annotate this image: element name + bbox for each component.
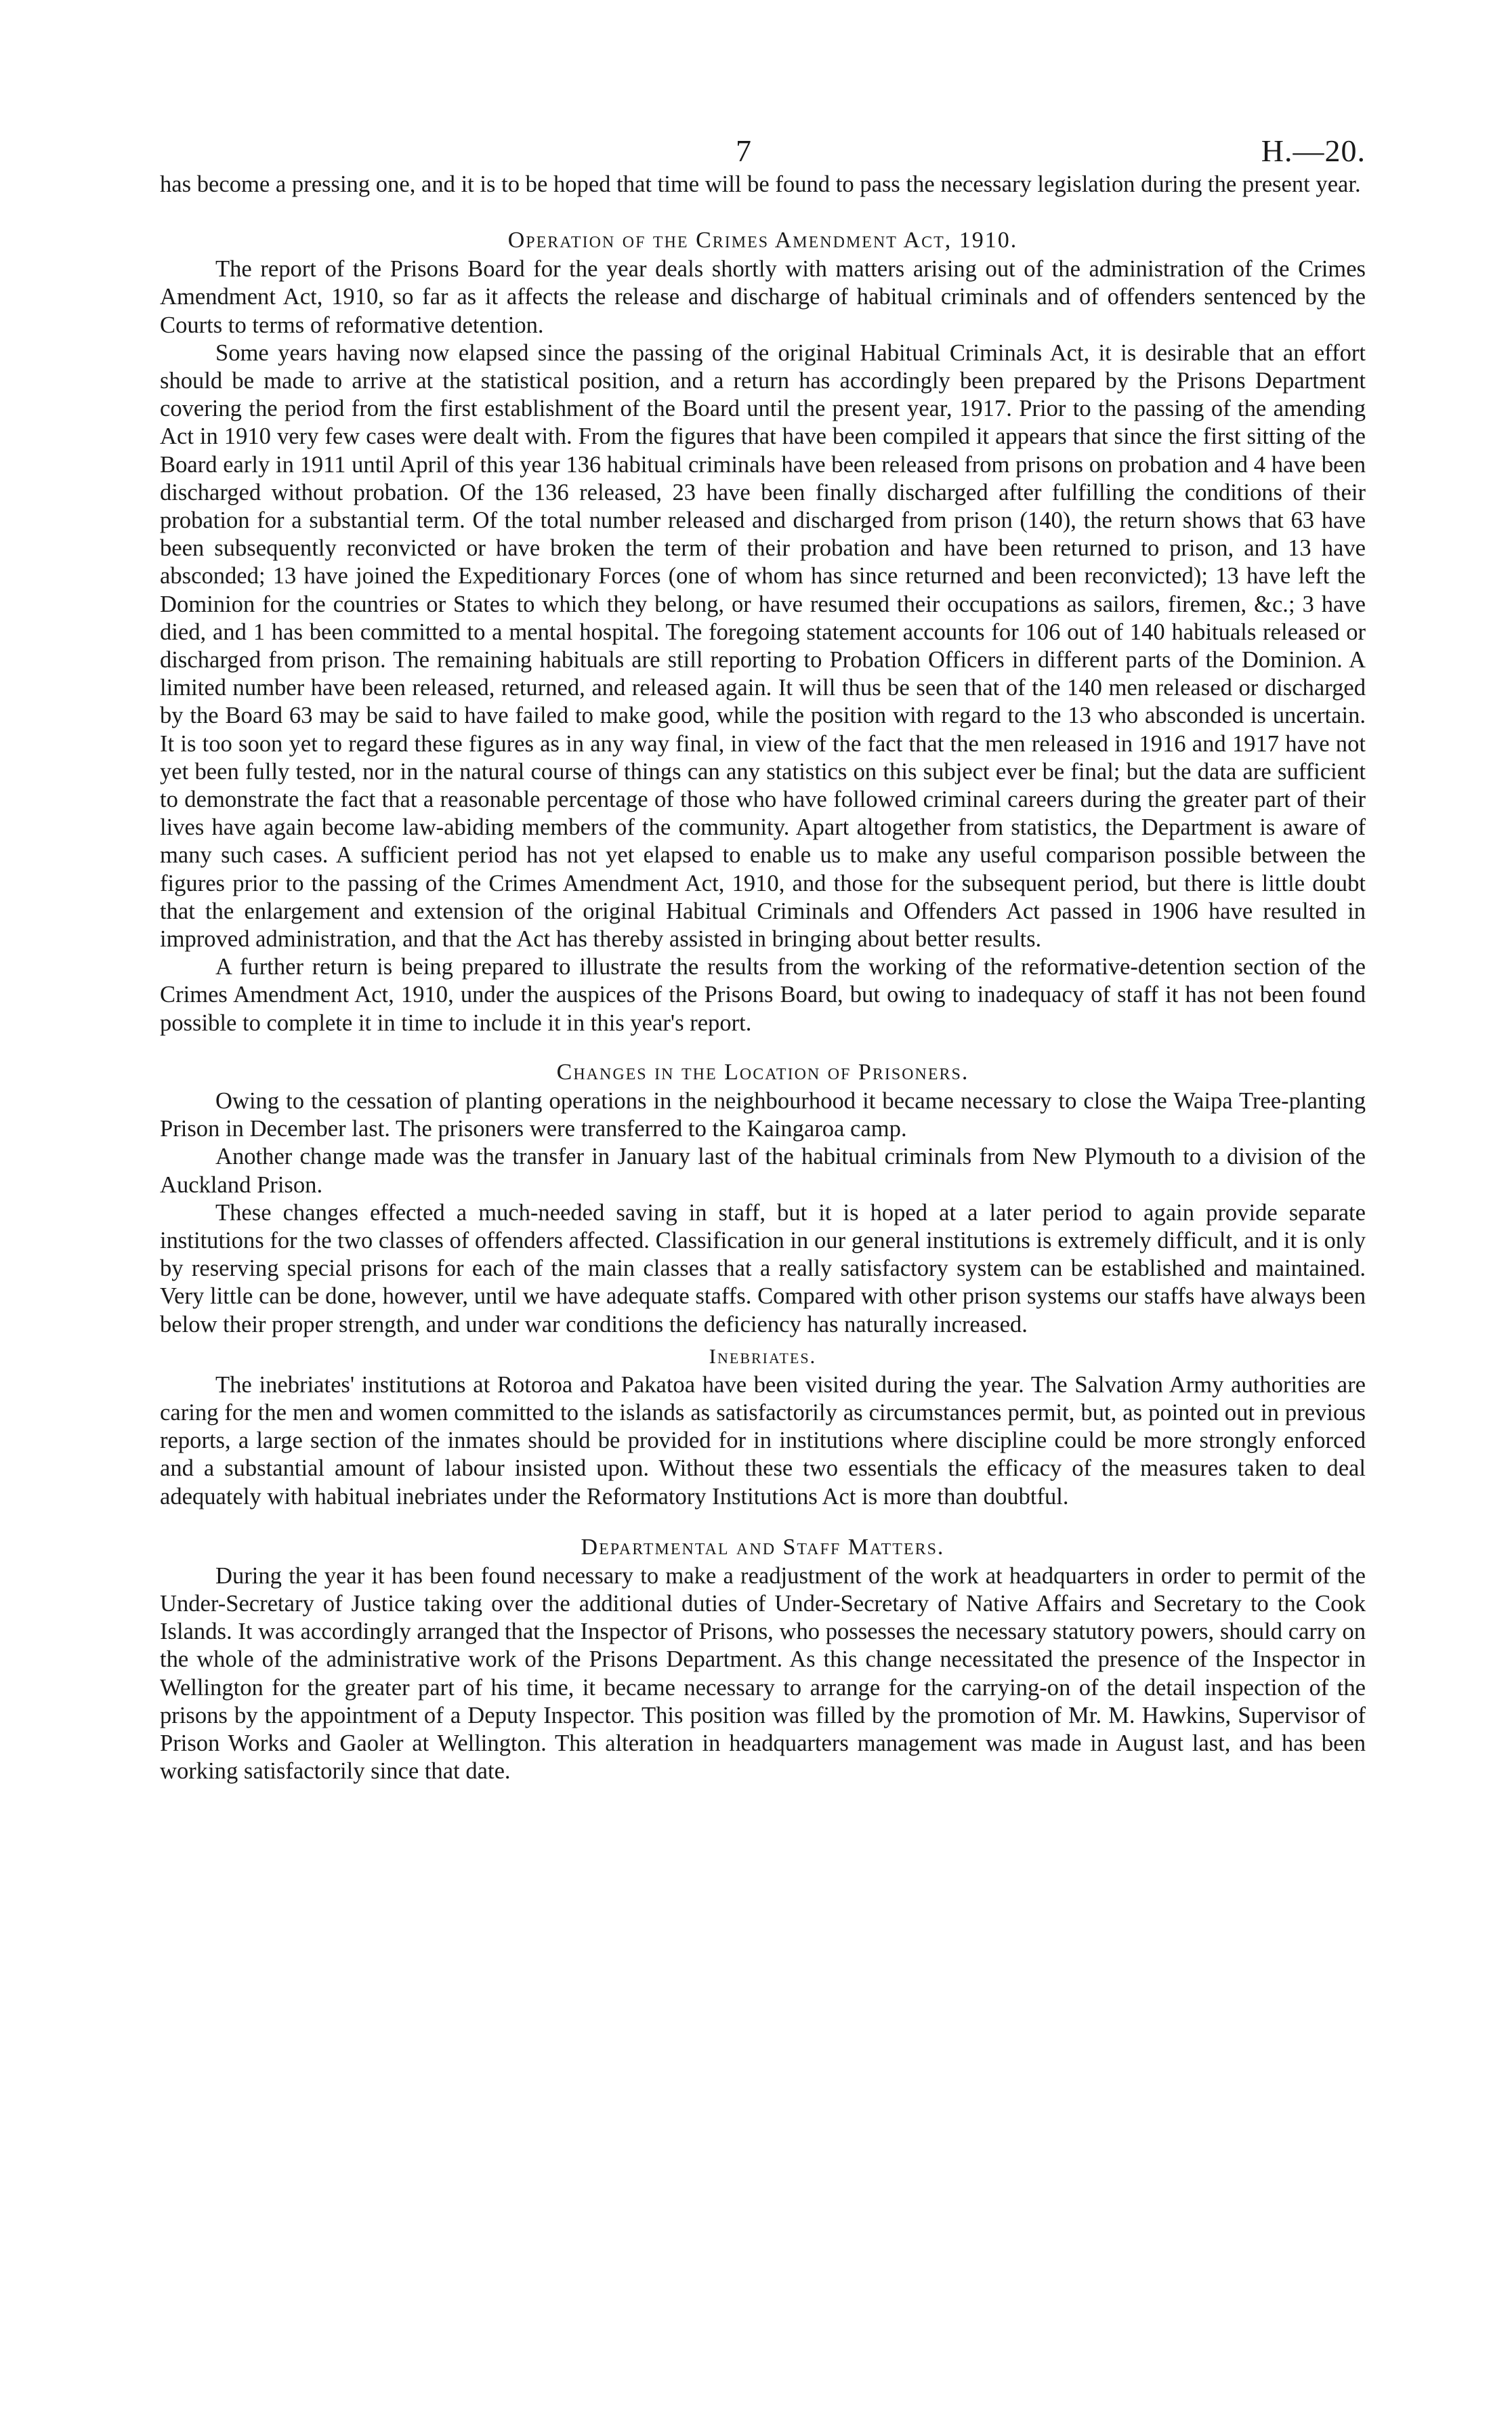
running-head <box>160 133 1366 171</box>
inebriates-paragraph-1: The inebriates' institutions at Rotoroa and Pakatoa have been visited during the year. The Salvation Army authorities are caring for the men and women committed to the islands as satisfactorily as circumstances permit, but, as pointed out in previous reports, a large section of the inmates should be provided for in institutions where discipline could be more strongly enforced and a substantial amount of labour insisted upon. Without these two essentials the efficacy of the measures taken to deal adequately with habitual inebriates under the Reformatory Institutions Act is more than doubtful. <box>160 1371 1366 1510</box>
section-heading-departmental-staff: Departmental and Staff Matters. <box>581 1534 945 1560</box>
location-paragraph-1: Owing to the cessation of planting operations in the neighbourhood it became necessary to close the Waipa Tree-planting Prison in December last. The prisoners were transferred to the Kaingaroa camp. <box>160 1087 1366 1142</box>
departmental-paragraph-1: During the year it has been found necessary to make a readjustment of the work at headquarters in order to permit of the Under-Secretary of Justice taking over the additional duties of Under-Secretary of Native Affairs and Secretary to the Cook Islands. It was accordingly arranged that the Inspector of Prisons, who possesses the necessary statutory powers, should carry on the whole of the administrative work of the Prisons Department. As this change necessitated the presence of the Inspector in Wellington for the greater part of his time, it became necessary to arrange for the carrying-on of the detail inspection of the prisons by the appointment of a Deputy Inspector. This position was filled by the promotion of Mr. M. Hawkins, Supervisor of Prison Works and Gaoler at Wellington. This alteration in headquarters management was made in August last, and has been working satisfactorily since that date. <box>160 1562 1366 1785</box>
location-paragraph-2: Another change made was the transfer in January last of the habitual criminals from New Plymouth to a division of the Auckland Prison. <box>160 1144 1366 1198</box>
document-page <box>160 133 1366 1785</box>
section-heading-location-changes: Changes in the Location of Prisoners. <box>556 1059 969 1085</box>
document-reference: H.—20. <box>1261 133 1366 168</box>
page-number: 7 <box>736 133 751 168</box>
location-paragraph-3: These changes effected a much-needed saving in staff, but it is hoped at a later period to again provide separate institutions for the two classes of offenders affected. Classification in our general institutions is extremely difficult, and it is only by reserving special prisons for each of the main classes that a really satisfactory system can be established and maintained. Very little can be done, however, until we have adequate staffs. Compared with other prison systems our staffs have always been below their proper strength, and under war conditions the deficiency has naturally increased. <box>160 1199 1366 1337</box>
section-heading-crimes-amendment-act: Operation of the Crimes Amendment Act, 1910. <box>507 228 1018 253</box>
crimes-act-paragraph-1: The report of the Prisons Board for the year deals shortly with matters arising out of the administration of the Crimes Amendment Act, 1910, so far as it affects the release and discharge of habitual criminals and of offenders sentenced by the Courts to terms of reformative detention. <box>160 256 1366 338</box>
section-heading-inebriates: Inebriates. <box>709 1344 817 1368</box>
crimes-act-paragraph-3: A further return is being prepared to illustrate the results from the working of the reformative-detention section of the Crimes Amendment Act, 1910, under the auspices of the Prisons Board, but owing to inadequacy of staff it has not been found possible to complete it in time to include it in this year's report. <box>160 954 1366 1036</box>
crimes-act-paragraph-2: Some years having now elapsed since the passing of the original Habitual Criminals Act, it is desirable that an effort should be made to arrive at the statistical position, and a return has accordingly been prepared by the Prisons Department covering the period from the first establishment of the Board until the present year, 1917. Prior to the passing of the amending Act in 1910 very few cases were dealt with. From the figures that have been compiled it appears that since the first sitting of the Board early in 1911 until April of this year 136 habitual criminals have been released from prisons on probation and 4 have been discharged without probation. Of the 136 released, 23 have been finally discharged after fulfilling the conditions of their probation for a substantial term. Of the total number released and discharged from prison (140), the return shows that 63 have been subsequently reconvicted or have broken the term of their probation and have been returned to prison, and 13 have absconded; 13 have joined the Expeditionary Forces (one of whom has since returned and been reconvicted); 13 have left the Dominion for the countries or States to which they belong, or have resumed their occupations as sailors, firemen, &c.; 3 have died, and 1 has been committed to a mental hospital. The foregoing statement accounts for 106 out of 140 habituals released or discharged from prison. The remaining habituals are still reporting to Probation Officers in different parts of the Dominion. A limited number have been released, returned, and released again. It will thus be seen that of the 140 men released or discharged by the Board 63 may be said to have failed to make good, while the position with regard to the 13 who absconded is uncertain. It is too soon yet to regard these figures as in any way final, in view of the fact that the men released in 1916 and 1917 have not yet been fully tested, nor in the natural course of things can any statistics on this subject ever be final; but the data are sufficient to demonstrate the fact that a reasonable percentage of those who have followed criminal careers during the greater part of their lives have again become law-abiding members of the community. Apart altogether from statistics, the Department is aware of many such cases. A sufficient period has not yet elapsed to enable us to make any useful comparison possible between the figures prior to the passing of the Crimes Amendment Act, 1910, and those for the subsequent period, but there is little doubt that the enlargement and extension of the original Habitual Criminals and Offenders Act passed in 1906 have resulted in improved administration, and that the Act has thereby assisted in bringing about better results. <box>160 339 1366 953</box>
continued-paragraph: has become a pressing one, and it is to be hoped that time will be found to pass the necessary legislation during the present year. <box>160 171 1361 197</box>
